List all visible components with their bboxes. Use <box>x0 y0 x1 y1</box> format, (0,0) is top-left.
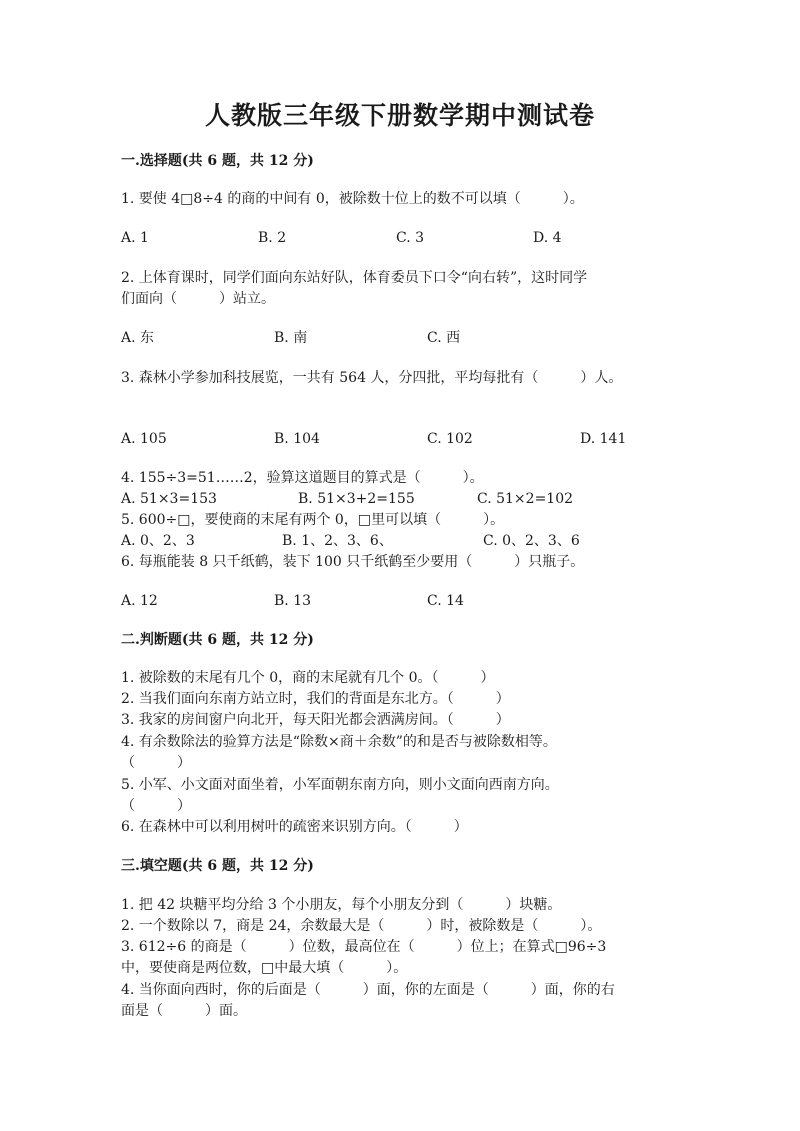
question-text: 2. 上体育课时，同学们面向东站好队，体育委员下口令“向右转”，这时同学 <box>121 270 588 286</box>
option-a: A. 51×3=153 <box>121 491 217 507</box>
statement-line: 5. 小军、小文面对面坐着，小军面朝东南方向，则小文面向西南方向。 <box>121 777 559 793</box>
option-b: B. 南 <box>274 330 308 346</box>
option-a: A. 1 <box>121 230 149 246</box>
option-a: A. 12 <box>121 593 158 609</box>
option-b: B. 1、2、3、6、 <box>282 533 393 549</box>
fill-line: 4. 当你面向西时，你的后面是（ ）面，你的左面是（ ）面，你的右 <box>121 982 615 998</box>
option-c: C. 14 <box>427 593 464 609</box>
statement-line: 6. 在森林中可以利用树叶的疏密来识别方向。（ ） <box>121 819 468 835</box>
option-a: A. 东 <box>121 330 155 346</box>
option-c: C. 0、2、3、6 <box>483 533 580 549</box>
option-c: C. 51×2=102 <box>477 491 574 507</box>
option-a: A. 0、2、3 <box>121 533 195 549</box>
statement-line: 1. 被除数的末尾有几个 0，商的末尾就有几个 0。（ ） <box>121 670 495 686</box>
option-c: C. 3 <box>396 230 425 246</box>
option-b: B. 13 <box>274 593 312 609</box>
option-b: B. 104 <box>274 431 320 447</box>
fill-line: 2. 一个数除以 7，商是 24，余数最大是（ ）时，被除数是（ ）。 <box>121 918 602 934</box>
fill-line: 中，要使商是两位数，□中最大填（ ）。 <box>121 960 408 976</box>
option-d: D. 141 <box>580 431 627 447</box>
page-title: 人教版三年级下册数学期中测试卷 <box>204 101 595 130</box>
question-text-continued: 们面向（ ）站立。 <box>121 291 275 307</box>
fill-line: 面是（ ）面。 <box>121 1003 247 1019</box>
statement-line: 4. 有余数除法的验算方法是“除数×商＋余数”的和是否与被除数相等。 <box>121 734 557 750</box>
option-c: C. 西 <box>427 330 461 346</box>
option-b: B. 2 <box>258 230 287 246</box>
answer-blank-line: （ ） <box>121 755 191 771</box>
fill-line: 1. 把 42 块糖平均分给 3 个小朋友，每个小朋友分到（ ）块糖。 <box>121 897 562 913</box>
option-d: D. 4 <box>533 230 562 246</box>
option-b: B. 51×3+2=155 <box>298 491 415 507</box>
section-heading-choice: 一.选择题(共 6 题，共 12 分) <box>121 153 314 169</box>
statement-line: 3. 我家的房间窗户向北开，每天阳光都会洒满房间。（ ） <box>121 712 510 728</box>
fill-line: 3. 612÷6 的商是（ ）位数，最高位在（ ）位上；在算式□96÷3 <box>121 939 607 955</box>
option-a: A. 105 <box>121 431 167 447</box>
question-text: 5. 600÷□，要使商的末尾有两个 0，□里可以填（ ）。 <box>121 512 505 528</box>
section-heading-fill-blank: 三.填空题(共 6 题，共 12 分) <box>121 858 314 874</box>
answer-blank-line: （ ） <box>121 798 191 814</box>
question-text: 6. 每瓶能装 8 只千纸鹤，装下 100 只千纸鹤至少要用（ ）只瓶子。 <box>121 554 585 570</box>
question-text: 1. 要使 4□8÷4 的商的中间有 0，被除数十位上的数不可以填（ ）。 <box>121 191 584 207</box>
question-text: 3. 森林小学参加科技展览，一共有 564 人，分四批，平均每批有（ ）人。 <box>121 370 623 386</box>
statement-line: 2. 当我们面向东南方站立时，我们的背面是东北方。（ ） <box>121 691 510 707</box>
question-text: 4. 155÷3=51……2，验算这道题目的算式是（ ）。 <box>121 470 484 486</box>
option-c: C. 102 <box>427 431 473 447</box>
section-heading-true-false: 二.判断题(共 6 题，共 12 分) <box>121 632 314 648</box>
